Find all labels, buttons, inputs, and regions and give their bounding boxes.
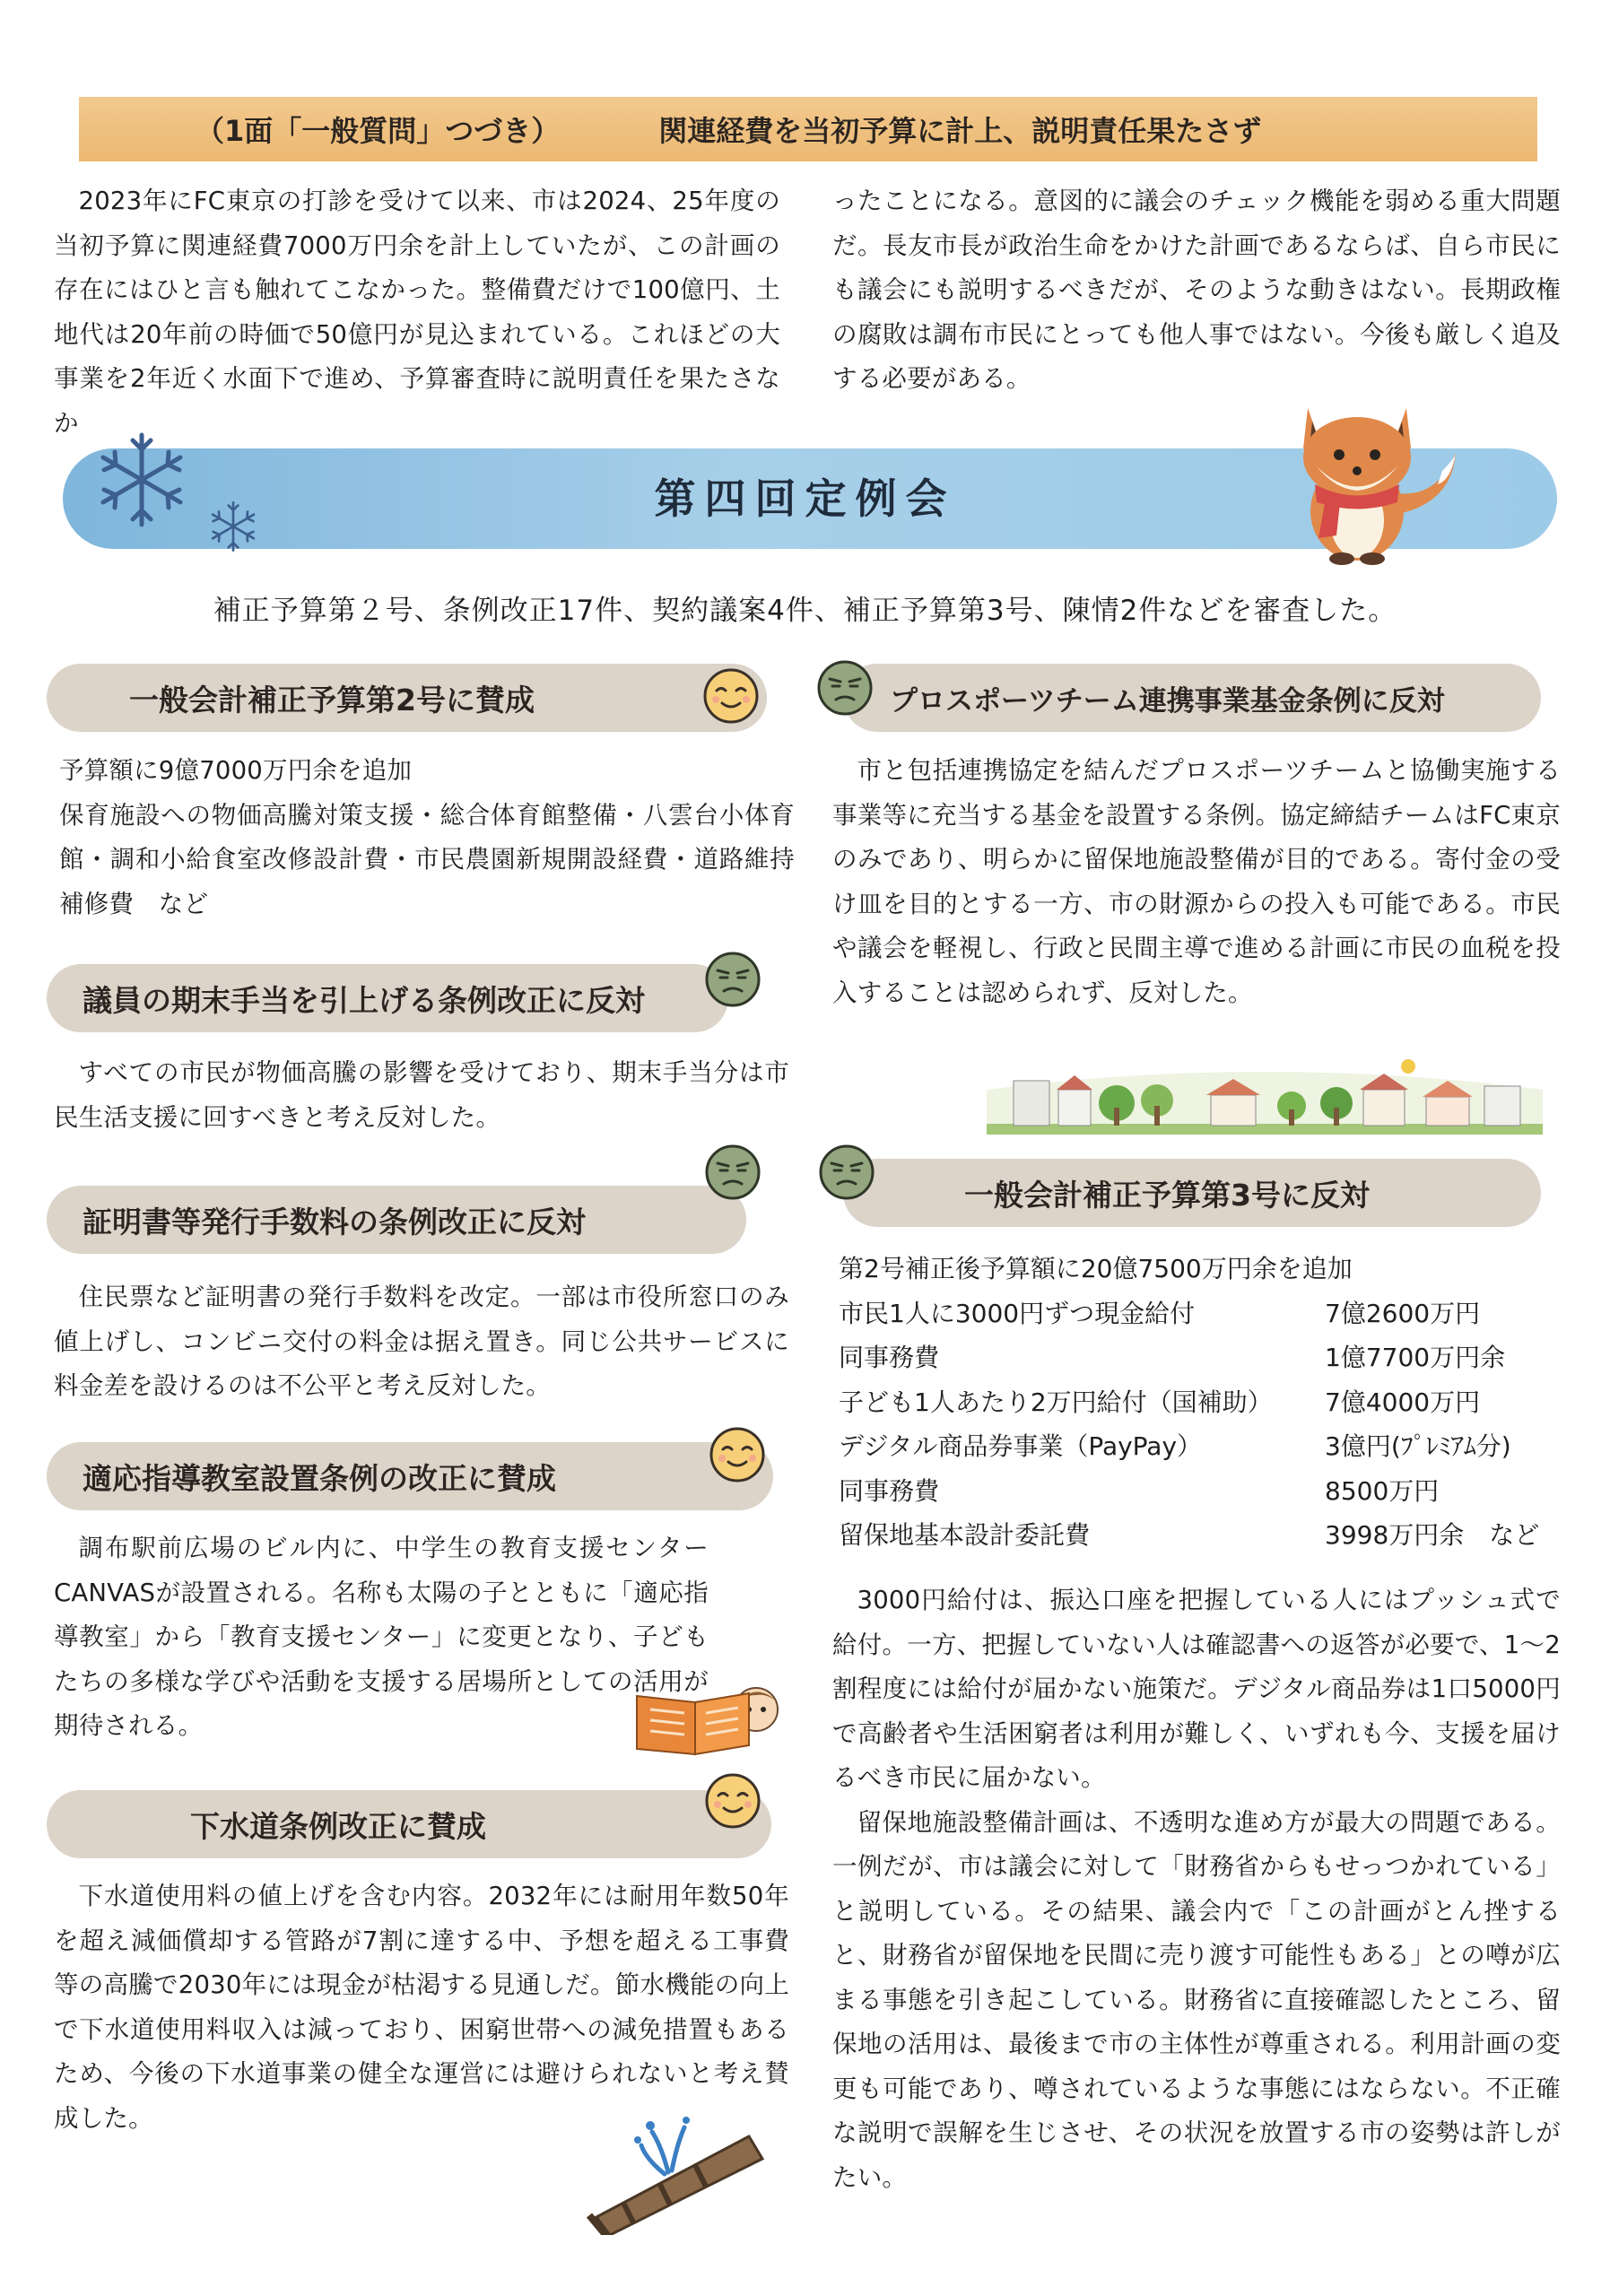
smile-face-icon [704, 1772, 761, 1830]
budget-items-line: 保育施設への物価高騰対策支援・総合体育館整備・八雲台小体育館・調和小給食室改修設計費・市民農園新規開設経費・道路維持補修費 など [59, 800, 795, 918]
budget-amount: 3998万円余 など [1325, 1520, 1540, 1550]
section-body-text: 住民票など証明書の発行手数料を改定。一部は市役所窓口のみ値上げし、コンビニ交付の料金は据え置き。同じ公共サービスに料金差を設けるのは不公平と考え反対した。 [54, 1283, 789, 1400]
section-body-text: 下水道使用料の値上げを含む内容。2032年には耐用年数50年を超え減価償却する管路が7割に達する中、予想を超える工事費等の高騰で2030年には現金が枯渇する見通しだ。節水機能の向上で下水道使用料収入は減っており、困窮世帯への減免措置もあるため、今後の下水道事業の健全な運営には避けられないと考え賛成した。 [54, 1882, 789, 2133]
section-body-supplementary-budget-3 [832, 1578, 1561, 2200]
session-title: 第四回定例会 [654, 474, 956, 523]
intro-right-paragraph [832, 179, 1561, 402]
budget-item: 留保地基本設計委託費 [839, 1520, 1091, 1550]
section-body-pro-sports-fund [832, 749, 1561, 1015]
intro-left-text: 2023年にFC東京の打診を受けて以来、市は2024、25年度の当初予算に関連経費7000万円余を計上していたが、この計画の存在にはひと言も触れてこなかった。整備費だけで100億円、土地代は20年前の時価で50億円が見込まれている。これほどの大事業を2年近く水面下で進め、予算審査時に説明責任を果たさなか [54, 187, 780, 438]
top-banner [79, 97, 1537, 161]
section-title-text: 一般会計補正予算第3号に反対 [964, 1177, 1370, 1213]
section-title-sewer [47, 1790, 771, 1858]
budget-amount: 3億円(ﾌﾟﾚﾐｱﾑ分) [1325, 1431, 1511, 1461]
budget-table [839, 1247, 1565, 1558]
budget-item: デジタル商品券事業（PayPay） [839, 1431, 1203, 1461]
section-title-certificate-fee [47, 1186, 746, 1254]
budget-row [839, 1380, 1565, 1425]
budget-row [839, 1292, 1565, 1336]
budget-row [839, 1335, 1565, 1380]
section-title-pro-sports-fund [843, 664, 1541, 732]
section-body-council-bonus [54, 1051, 789, 1140]
budget-item: 同事務費 [839, 1475, 940, 1506]
section-body-text: 3000円給付は、振込口座を把握している人にはプッシュ式で給付。一方、把握していない人は確認書への返答が必要で、1～2割程度には給付が届かない施策だ。デジタル商品券は1口5000円で高齢者や生活困窮者は利用が難しく、いずれも今、支援を届けるべき市民に届かない。 [832, 1586, 1561, 1792]
section-title-supplementary-budget-3 [843, 1159, 1541, 1227]
fox-icon [1272, 381, 1460, 565]
smile-face-icon [702, 667, 760, 725]
budget-amount-line: 予算額に9億7000万円余を追加 [59, 756, 413, 785]
section-title-text: 議員の期末手当を引上げる条例改正に反対 [83, 982, 645, 1018]
sewer-pipe-icon [579, 2109, 776, 2235]
section-body-text: 調布駅前広場のビル内に、中学生の教育支援センターCANVASが設置される。名称も太陽の子とともに「適応指導教室」から「教育支援センター」に変更となり、子どもたちの多様な学びや活動を支援する居場所としての活用が期待される。 [54, 1534, 709, 1740]
intro-right-text: ったことになる。意図的に議会のチェック機能を弱める重大問題だ。長友市長が政治生命をかけた計画であるならば、自ら市民にも議会にも説明するべきだが、そのような動きはない。長期政権の腐敗は調布市民にとっても他人事ではない。今後も厳しく追及する必要がある。 [832, 187, 1561, 393]
banner-title: 関連経費を当初予算に計上、説明責任果たさず [658, 114, 1262, 148]
section-body-text: すべての市民が物価高騰の影響を受けており、期末手当分は市民生活支援に回すべきと考え反対した。 [54, 1058, 789, 1132]
section-body-sewer [54, 1874, 789, 2141]
budget-item: 同事務費 [839, 1343, 940, 1372]
section-body-certificate-fee [54, 1275, 789, 1409]
section-title-text: 適応指導教室設置条例の改正に賛成 [83, 1460, 556, 1496]
budget-amount: 1億7700万円余 [1325, 1343, 1506, 1372]
section-title-text: プロスポーツチーム連携事業基金条例に反対 [890, 684, 1445, 718]
section-title-supplementary-budget-2 [47, 664, 767, 732]
section-title-text: 証明書等発行手数料の条例改正に反対 [83, 1204, 586, 1239]
budget-row [839, 1469, 1565, 1514]
section-body-text: 市と包括連携協定を結んだプロスポーツチームと協働実施する事業等に充当する基金を設置する条例。協定締結チームはFC東京のみであり、明らかに留保地施設整備が目的である。寄付金の受け皿を目的とする一方、市の財源からの投入も可能である。市民や議会を軽視し、行政と民間主導で進める計画に市民の血税を投入することは認められず、反対した。 [832, 756, 1561, 1007]
frown-face-icon [704, 951, 761, 1008]
budget-row [839, 1424, 1565, 1469]
section-body-text: 留保地施設整備計画は、不透明な進め方が最大の問題である。一例だが、市は議会に対して「財務省からもせっつかれている」と説明している。その結果、議会内で「この計画がとん挫すると、財務省が留保地を民間に売り渡す可能性もある」との噂が広まる事態を引き起こしている。財務省に直接確認したところ、留保地の活用は、最後まで市の主体性が尊重される。利用計画の変更も可能であり、噂されているような事態にはならない。不正確な説明で誤解を生じさせ、その状況を放置する市の姿勢は許しがたい。 [832, 1807, 1561, 2192]
budget-row [839, 1513, 1565, 1558]
budget-item: 子ども1人あたり2万円給付（国補助） [839, 1387, 1273, 1417]
budget-amount: 7億2600万円 [1325, 1298, 1481, 1328]
frown-face-icon [818, 1144, 875, 1201]
frown-face-icon [816, 659, 874, 717]
intro-left-paragraph [54, 179, 780, 446]
section-body-supplementary-budget-2 [59, 749, 795, 926]
banner-label: （1面「一般質問」つづき） [196, 114, 561, 148]
section-title-text: 一般会計補正予算第2号に賛成 [129, 682, 535, 718]
budget-item: 市民1人に3000円ずつ現金給付 [839, 1298, 1196, 1328]
budget-amount: 7億4000万円 [1325, 1387, 1481, 1417]
budget-intro: 第2号補正後予算額に20億7500万円余を追加 [839, 1254, 1353, 1283]
townscape-icon [987, 1054, 1543, 1135]
reading-child-icon [632, 1683, 789, 1756]
section-title-guidance-classroom [47, 1442, 773, 1510]
session-summary: 補正予算第２号、条例改正17件、契約議案4件、補正予算第3号、陳情2件などを審査した。 [213, 595, 1397, 627]
budget-amount: 8500万円 [1325, 1475, 1440, 1506]
smile-face-icon [709, 1426, 766, 1483]
frown-face-icon [704, 1144, 761, 1201]
section-title-council-bonus [47, 964, 728, 1032]
section-title-text: 下水道条例改正に賛成 [190, 1808, 486, 1844]
